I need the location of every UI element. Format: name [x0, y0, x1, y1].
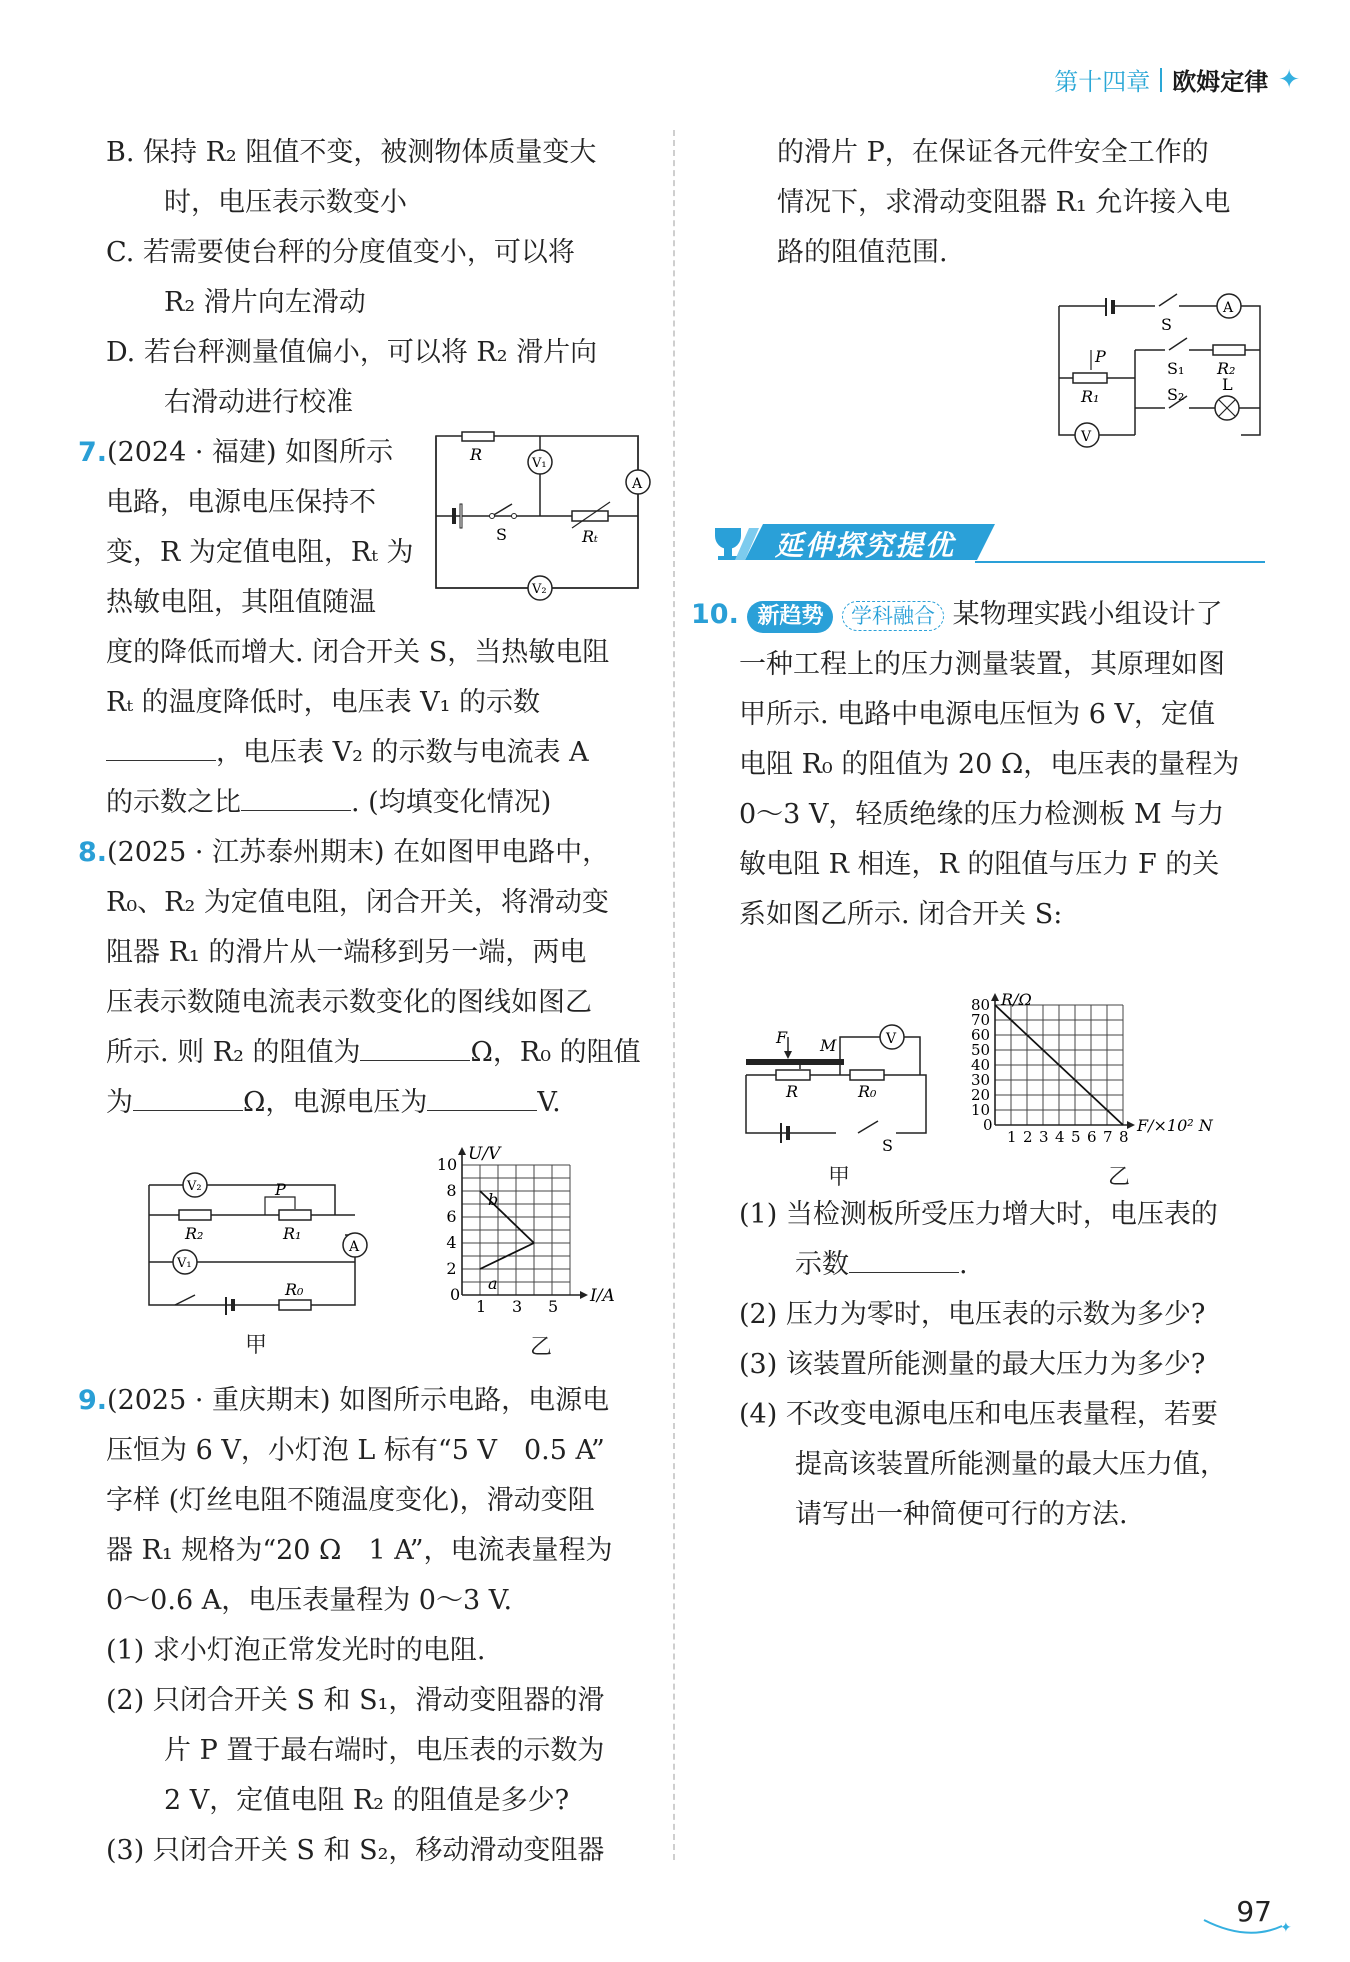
series-label-b: b	[488, 1190, 499, 1209]
q7-label-v2: V₂	[532, 582, 547, 597]
q7-text1: (2024 · 福建) 如图所示	[107, 437, 394, 468]
y-axis-label: R/Ω	[1001, 990, 1032, 1009]
q10-line7: 系如图乙所示. 闭合开关 S:	[739, 899, 1063, 930]
page-number-decoration	[1202, 1916, 1292, 1938]
q10-sub3: (3) 该装置所能测量的最大压力为多少?	[739, 1349, 1206, 1380]
q9-label-s2: S₂	[1167, 385, 1185, 404]
q10-block	[691, 590, 1275, 940]
q10-label-r0: R₀	[858, 1082, 877, 1101]
y-tick-label: 0	[450, 1285, 461, 1304]
y-tick-label: 20	[971, 1086, 991, 1104]
x-tick-label: 1	[476, 1297, 487, 1316]
q7-line6: Rₜ 的温度降低时，电压表 V₁ 的示数	[106, 687, 541, 718]
q10-text1: 某物理实践小组设计了	[952, 599, 1223, 630]
x-tick-label: 7	[1103, 1128, 1113, 1146]
answer-blank[interactable]	[241, 782, 351, 811]
q8-text5b: Ω，R₀ 的阻值	[470, 1037, 641, 1068]
page-number: 97	[1236, 1895, 1272, 1928]
q7-label-a: A	[632, 476, 643, 492]
q7-line3: 变，R 为定值电阻，Rₜ 为	[106, 537, 414, 568]
x-tick-label: 5	[1071, 1128, 1081, 1146]
left-column	[78, 128, 658, 1128]
y-tick-label: 30	[971, 1071, 991, 1089]
q9-line2: 压恒为 6 V，小灯泡 L 标有“5 V 0.5 A”	[106, 1435, 605, 1466]
q9-label-s: S	[1161, 315, 1172, 334]
x-tick-label: 4	[1055, 1128, 1065, 1146]
q10-label-v: V	[886, 1031, 897, 1047]
q9-sub2-line3: 2 V，定值电阻 R₂ 的阻值是多少?	[164, 1785, 570, 1816]
q7-line8	[78, 778, 658, 828]
q8-text1: (2025 · 江苏泰州期末) 在如图甲电路中，	[107, 837, 610, 868]
q8-line1	[78, 828, 658, 878]
x-axis-label: F/×10² N	[1137, 1116, 1213, 1135]
q9-circuit-diagram	[1055, 290, 1270, 450]
y-tick-label: 60	[971, 1026, 991, 1044]
q10-line5: 0～3 V，轻质绝缘的压力检测板 M 与力	[739, 799, 1225, 830]
q9-line4: 器 R₁ 规格为“20 Ω 1 A”，电流表量程为	[106, 1535, 613, 1566]
q9-line1	[78, 1376, 658, 1426]
q10-sub4-line3: 请写出一种简便可行的方法.	[795, 1499, 1128, 1530]
q8-graph	[436, 1135, 630, 1320]
q9-label-l: L	[1222, 375, 1233, 394]
q10-line2: 一种工程上的压力测量装置，其原理如图	[739, 649, 1225, 680]
q8-label-v1: V₁	[177, 1256, 192, 1271]
q8-label-r2: R₂	[185, 1224, 204, 1243]
q10-sub4-line1: (4) 不改变电源电压和电压表量程，若要	[739, 1399, 1218, 1430]
q7-text8a: 的示数之比	[106, 787, 241, 818]
q8-text5a: 所示. 则 R₂ 的阻值为	[106, 1037, 361, 1068]
x-tick-label: 3	[512, 1297, 523, 1316]
y-tick-label: 8	[446, 1181, 457, 1200]
q7-label-v1: V₁	[532, 456, 547, 471]
q7-label-rt: Rₜ	[582, 527, 598, 546]
q10-sub1-end: .	[959, 1249, 968, 1280]
q9-label-p: P	[1095, 347, 1106, 366]
q8-label-r0: R₀	[285, 1280, 304, 1299]
q10-line4: 电阻 R₀ 的阻值为 20 Ω，电压表的量程为	[739, 749, 1240, 780]
q10-graph	[955, 985, 1265, 1160]
q9-sub3-line1: (3) 只闭合开关 S 和 S₂，移动滑动变阻器	[106, 1835, 605, 1866]
q8-text6a: 为	[106, 1087, 133, 1118]
y-axis-arrow	[991, 993, 999, 1001]
y-axis-arrow	[458, 1147, 466, 1155]
answer-blank[interactable]	[427, 1082, 537, 1111]
answer-blank[interactable]	[849, 1244, 959, 1273]
q10-subquestions	[705, 1190, 1275, 1540]
new-trend-badge: 新趋势	[747, 601, 833, 633]
q7-line4: 热敏电阻，其阻值随温	[106, 587, 376, 618]
chapter-title: 欧姆定律	[1172, 68, 1269, 96]
q7-circuit-diagram	[432, 432, 643, 597]
q8-circuit-diagram	[145, 1165, 375, 1315]
q8-label-p: P	[275, 1180, 286, 1199]
right-column	[705, 128, 1275, 278]
q10-sub1-text: 示数	[795, 1249, 849, 1280]
q9-cont-line3: 路的阻值范围.	[777, 237, 948, 268]
y-axis-label: U/V	[468, 1144, 501, 1164]
q10-label-r: R	[786, 1082, 799, 1101]
x-tick-label: 5	[548, 1297, 559, 1316]
q7-line2: 电路，电源电压保持不	[106, 487, 376, 518]
chapter-number: 第十四章	[1054, 68, 1151, 96]
q10-number: 10.	[691, 599, 739, 630]
option-d-line1: D. 若台秤测量值偏小，可以将 R₂ 滑片向	[106, 337, 598, 368]
answer-blank[interactable]	[133, 1082, 243, 1111]
q7-label-s: S	[496, 525, 507, 544]
option-c-line1: C. 若需要使台秤的分度值变小，可以将	[106, 237, 575, 268]
q10-caption-jia: 甲	[828, 1165, 851, 1190]
q10-sub2: (2) 压力为零时，电压表的示数为多少?	[739, 1299, 1206, 1330]
q10-sub4-line2: 提高该装置所能测量的最大压力值，	[795, 1449, 1227, 1480]
y-tick-label: 40	[971, 1056, 991, 1074]
q10-line3: 甲所示. 电路中电源电压恒为 6 V，定值	[739, 699, 1216, 730]
q8-line6	[78, 1078, 658, 1128]
q9-cont-line1: 的滑片 P，在保证各元件安全工作的	[777, 137, 1209, 168]
answer-blank[interactable]	[360, 1032, 470, 1061]
y-tick-label: 70	[971, 1011, 991, 1029]
x-axis-arrow	[580, 1291, 588, 1299]
q7-label-r: R	[470, 445, 483, 464]
q10-sub1-line2	[705, 1240, 1275, 1290]
q9-sub1: (1) 求小灯泡正常发光时的电阻.	[106, 1635, 486, 1666]
x-tick-label: 2	[1023, 1128, 1033, 1146]
q8-label-a: A	[349, 1239, 360, 1255]
x-tick-label: 8	[1119, 1128, 1129, 1146]
series-label-a: a	[488, 1274, 498, 1293]
q9-line3: 字样 (灯丝电阻不随温度变化)，滑动变阻	[106, 1485, 595, 1516]
q8-line4: 压表示数随电流表示数变化的图线如图乙	[106, 987, 592, 1018]
chapter-header	[1054, 62, 1300, 97]
q9-block	[78, 1376, 658, 1876]
q9-label-r1: R₁	[1081, 387, 1100, 406]
x-tick-label: 3	[1039, 1128, 1049, 1146]
q9-cont-line2: 情况下，求滑动变阻器 R₁ 允许接入电	[777, 187, 1231, 218]
q8-line5	[78, 1028, 658, 1078]
q10-caption-yi: 乙	[1108, 1165, 1131, 1190]
q8-caption-jia: 甲	[245, 1333, 268, 1358]
y-tick-label: 10	[971, 1101, 991, 1119]
q10-label-f: F	[776, 1028, 788, 1047]
x-tick-label: 6	[1087, 1128, 1097, 1146]
interdisciplinary-badge: 学科融合	[842, 601, 944, 631]
q10-label-m: M	[820, 1036, 837, 1055]
q9-label-r2: R₂	[1217, 359, 1236, 378]
q7-line5: 度的降低而增大. 闭合开关 S，当热敏电阻	[106, 637, 610, 668]
y-tick-label: 80	[971, 996, 991, 1014]
header-divider	[1160, 68, 1162, 92]
y-tick-label: 6	[446, 1207, 457, 1226]
option-b-line2: 时，电压表示数变小	[164, 187, 407, 218]
banner-title: 延伸探究提优	[775, 529, 956, 562]
q8-number: 8.	[78, 837, 108, 868]
q7-line7	[78, 728, 658, 778]
q8-label-v2: V₂	[187, 1179, 202, 1194]
column-divider	[673, 130, 675, 1860]
q8-caption-yi: 乙	[530, 1335, 553, 1360]
answer-blank[interactable]	[106, 732, 216, 761]
y-tick-label: 4	[446, 1233, 457, 1252]
q10-label-s: S	[882, 1136, 893, 1155]
sparkle-icon: ✦	[1278, 64, 1300, 95]
option-d-line2: 右滑动进行校准	[164, 387, 353, 418]
q8-text6b: Ω，电源电压为	[243, 1087, 428, 1118]
q7-text8b: . (均填变化情况)	[351, 787, 552, 818]
option-b-line1: B. 保持 R₂ 阻值不变，被测物体质量变大	[106, 137, 597, 168]
x-tick-label: 1	[1007, 1128, 1017, 1146]
q10-sub1-line1: (1) 当检测板所受压力增大时，电压表的	[739, 1199, 1218, 1230]
option-c-line2: R₂ 滑片向左滑动	[164, 287, 366, 318]
q9-text1: (2025 · 重庆期末) 如图所示电路，电源电	[107, 1385, 610, 1416]
y-tick-label: 10	[436, 1155, 458, 1174]
q9-sub2-line1: (2) 只闭合开关 S 和 S₁，滑动变阻器的滑	[106, 1685, 605, 1716]
q10-line6: 敏电阻 R 相连，R 的阻值与压力 F 的关	[739, 849, 1220, 880]
q8-label-r1: R₁	[283, 1224, 302, 1243]
q7-text7: ，电压表 V₂ 的示数与电流表 A	[216, 737, 589, 768]
q9-sub2-line2: 片 P 置于最右端时，电压表的示数为	[164, 1735, 605, 1766]
q7-number: 7.	[78, 437, 108, 468]
q9-number: 9.	[78, 1385, 108, 1416]
q9-label-v: V	[1081, 429, 1092, 445]
q9-label-s1: S₁	[1167, 359, 1185, 378]
y-tick-label: 50	[971, 1041, 991, 1059]
svg-text:✦: ✦	[1280, 1920, 1292, 1936]
q8-line3: 阻器 R₁ 的滑片从一端移到另一端，两电	[106, 937, 587, 968]
q8-line2: R₀、R₂ 为定值电阻，闭合开关，将滑动变	[106, 887, 609, 918]
section-banner	[705, 520, 1275, 566]
x-axis-label: I/A	[590, 1286, 615, 1306]
q10-line1	[691, 590, 1275, 640]
y-tick-label: 0	[983, 1116, 993, 1134]
q10-circuit-diagram	[740, 1015, 940, 1155]
q8-text6c: V.	[537, 1087, 561, 1118]
q9-label-a: A	[1223, 300, 1234, 316]
q9-line5: 0～0.6 A，电压表量程为 0～3 V.	[106, 1585, 513, 1616]
y-tick-label: 2	[446, 1259, 457, 1278]
